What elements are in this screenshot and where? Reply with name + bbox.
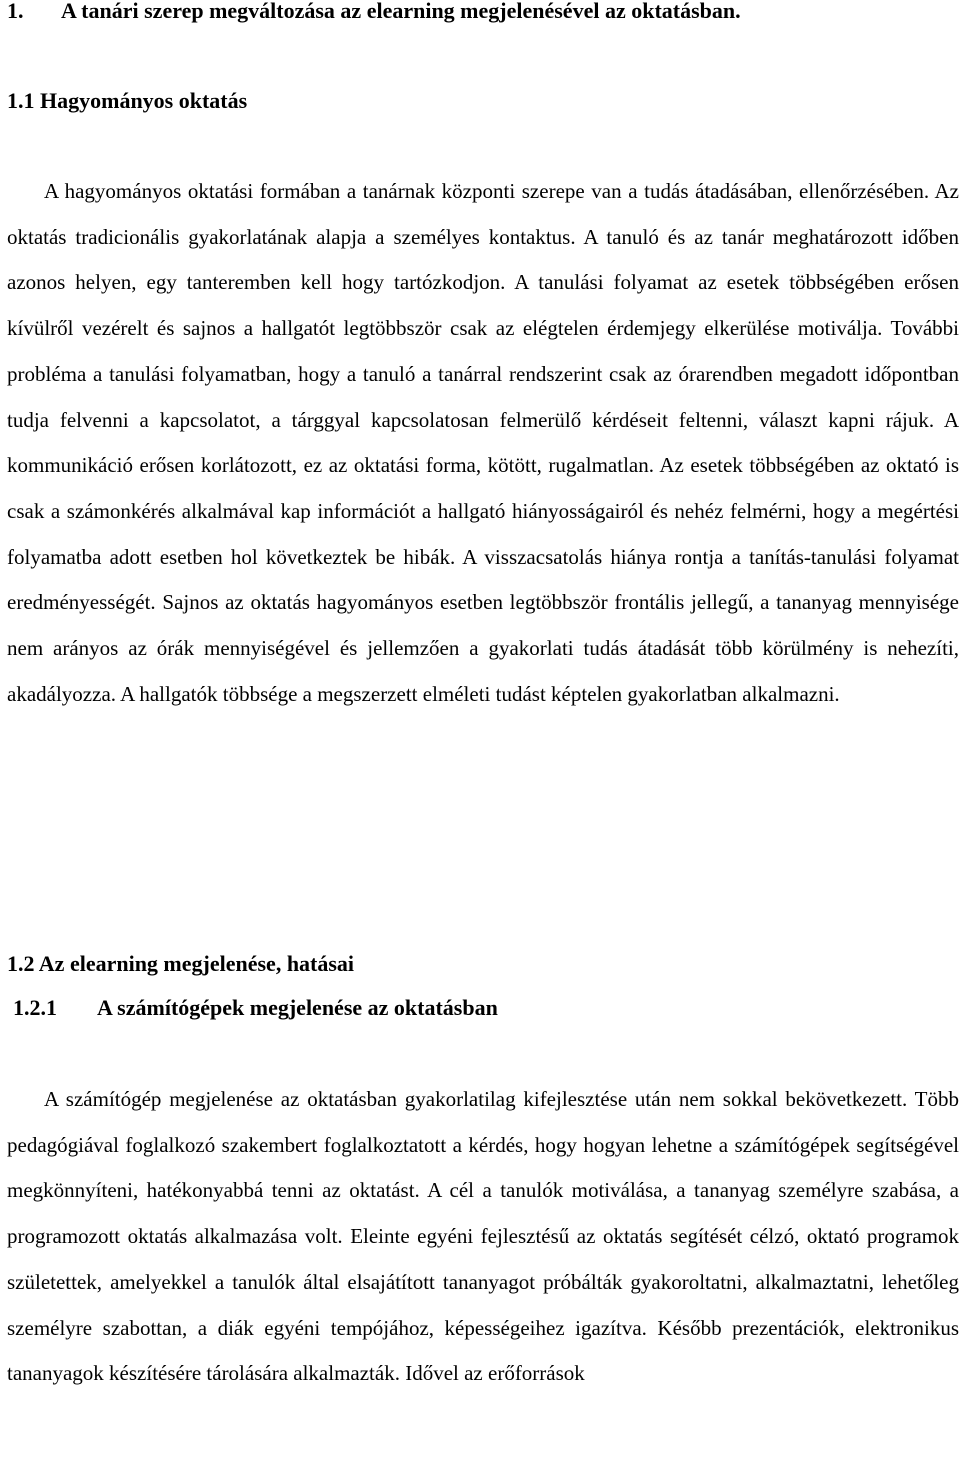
subsection-heading-1-2-1 xyxy=(13,991,498,1025)
chapter-heading xyxy=(7,0,741,28)
subsection-number: 1.2.1 xyxy=(13,995,57,1020)
paragraph-computers-in-education: A számítógép megjelenése az oktatásban gyakorlatilag kifejlesztése után nem sokkal bekövetkezett. Több pedagógiával foglalkozó szakembert foglalkoztatott a kérdés, hogy hogyan lehetne a számítógépek segítségével megkönnyíteni, hatékonyabbá tenni az oktatást. A cél a tanulók motiválása, a tananyag személyre szabása, a programozott oktatás alkalmazása volt. Eleinte egyéni fejlesztésű az oktatás segítését célzó, oktató programok születettek, amelyekkel a tanulók által elsajátított tananyagot próbálták gyakoroltatni, alkalmaztatni, lehetőleg személyre szabottan, a diák egyéni tempójához, képességeihez igazítva. Később prezentációk, elektronikus tananyagok készítésére tárolására alkalmazták. Idővel az erőforrások xyxy=(7,1087,959,1386)
subsection-title: A számítógépek megjelenése az oktatásban xyxy=(97,995,498,1020)
chapter-title: A tanári szerep megváltozása az elearning megjelenésével az oktatásban. xyxy=(61,0,741,23)
paragraph-traditional-education: A hagyományos oktatási formában a tanárnak központi szerepe van a tudás átadásában, ellenőrzésében. Az oktatás tradicionális gyakorlatának alapja a személyes kontaktus. A tanuló és az tanár meghatározott időben azonos helyen, egy tanteremben kell hogy tartózkodjon. A tanulási folyamat az esetek többségében erősen kívülről vezérelt és sajnos a hallgatót legtöbbször csak az elégtelen érdemjegy elkerülése motiválja. További probléma a tanulási folyamatban, hogy a tanuló a tanárral rendszerint csak az órarendben megadott időpontban tudja felvenni a kapcsolatot, a tárggyal kapcsolatosan felmerülő kérdéseit feltenni, választ kapni rájuk. A kommunikáció erősen korlátozott, ez az oktatási forma, kötött, rugalmatlan. Az esetek többségében az oktató is csak a számonkérés alkalmával kap információt a hallgató hiányosságairól és nehéz felmérni, hogy a megértési folyamatba adott esetben hol következtek be hibák. A visszacsatolás hiánya rontja a tanítás-tanulási folyamat eredményességét. Sajnos az oktatás hagyományos esetben legtöbbször frontális jellegű, a tananyag mennyisége nem arányos az órák mennyiségével és jellemzően a gyakorlati tudás átadását több körülmény is nehezíti, akadályozza. A hallgatók többsége a megszerzett elméleti tudást képtelen gyakorlatban alkalmazni. xyxy=(7,179,959,706)
chapter-number: 1. xyxy=(7,0,24,23)
section-heading-1-1: 1.1 Hagyományos oktatás xyxy=(7,88,248,113)
section-heading-1-2: 1.2 Az elearning megjelenése, hatásai xyxy=(7,951,355,976)
